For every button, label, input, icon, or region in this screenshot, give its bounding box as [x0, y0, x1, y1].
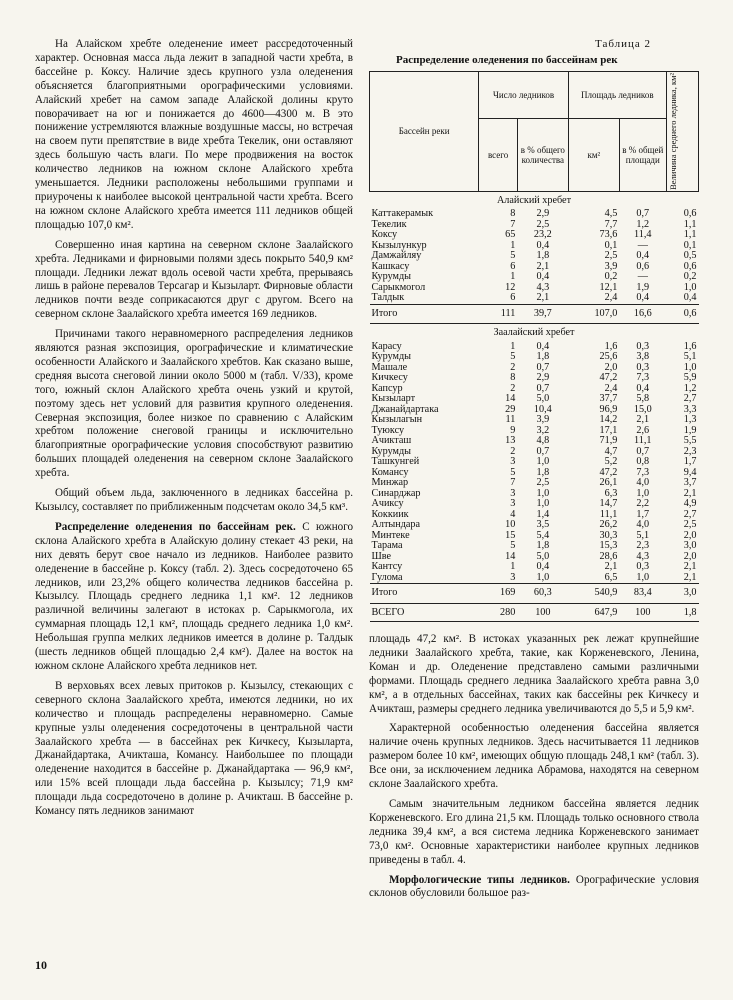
subtotal-row	[370, 584, 699, 604]
cell-value: 14,7	[599, 498, 618, 510]
table-row	[370, 552, 699, 563]
cell-value: 1,8	[666, 603, 698, 622]
cell-value: 3,0	[666, 584, 698, 604]
table-row	[370, 541, 699, 552]
cell-value: 0,3	[636, 561, 650, 573]
table-row	[370, 489, 699, 500]
table-row	[370, 209, 699, 220]
cell-value: 5,0	[536, 550, 550, 562]
cell-value: 6	[510, 292, 516, 304]
cell-value: 1	[510, 561, 516, 573]
cell-basin: Минжар	[371, 477, 409, 489]
cell-value: 1,1	[683, 218, 697, 230]
cell-value: 3,2	[536, 424, 550, 436]
cell-value: 1,9	[683, 424, 697, 436]
cell-value: 1,6	[604, 340, 618, 352]
cell-value: 0,6	[683, 260, 697, 272]
cell-basin: Туюксу	[371, 424, 405, 436]
table-row	[370, 251, 699, 262]
cell-value: 47,2	[599, 466, 618, 478]
cell-basin: Курумды	[371, 351, 412, 363]
paragraph: Общий объем льда, заключенного в ледниках бассейна р. Кызылсу, составляет по приближенным подсчетам около 34,5 км³.	[35, 487, 353, 513]
cell-basin: Джанайдартака	[371, 403, 439, 415]
table-row	[370, 283, 699, 294]
cell-value: 5,1	[683, 351, 697, 363]
table-row	[370, 520, 699, 531]
header-pct-count: в % общего количества	[517, 118, 568, 191]
cell-value: 0,3	[636, 340, 650, 352]
cell-value: 15,0	[633, 403, 652, 415]
paragraph	[369, 874, 699, 902]
cell-value: 71,9	[599, 435, 618, 447]
table-row	[370, 531, 699, 542]
cell-value: 10,4	[533, 403, 552, 415]
cell-value: 2	[510, 361, 516, 373]
cell-value: 5	[510, 466, 516, 478]
cell-value: 2,3	[636, 540, 650, 552]
cell-basin: Комансу	[371, 466, 409, 478]
cell-value: 2,1	[536, 292, 550, 304]
cell-value: 7,7	[604, 218, 618, 230]
cell-value: 1,0	[683, 281, 697, 293]
cell-value: 4,5	[604, 208, 618, 220]
cell-value: 47,2	[599, 372, 618, 384]
cell-value: 1,8	[536, 250, 550, 262]
cell-value: 1,0	[536, 498, 550, 510]
cell-basin: Кашкасу	[371, 260, 410, 272]
cell-value: 0,7	[536, 445, 550, 457]
cell-basin: Коксу	[371, 229, 398, 241]
cell-value: 540,9	[568, 584, 619, 604]
cell-value: 2,5	[604, 250, 618, 262]
cell-value: —	[637, 271, 648, 283]
paragraph: Характерной особенностью оледенения бассейна является наличие очень крупных ледников. Здесь насчитывается 11 ледников размером более 10 км², имеющих общую площадь 248,1 км² (табл. 3). Все они, за исключением ледника Абрамова, находятся на северном склоне Заалайского хребта.	[369, 722, 699, 791]
cell-value: 14	[505, 550, 516, 562]
cell-value: 0,4	[636, 250, 650, 262]
cell-value: 2,3	[683, 445, 697, 457]
cell-basin: Дамжайляу	[371, 250, 422, 262]
cell-value: 3,5	[536, 519, 550, 531]
cell-value: 8	[510, 208, 516, 220]
cell-value: 11,1	[634, 435, 652, 447]
cell-value: 26,2	[599, 519, 618, 531]
cell-basin: Курумды	[371, 271, 412, 283]
table-number: Таблица 2	[595, 38, 652, 50]
cell-value: 100	[619, 603, 666, 622]
paragraph: Самым значительным ледником бассейна является ледник Корженевского. Его длина 21,5 км. Площадь только основного ствола ледника 39,4 км², а вся система ледника Корженевского занимает 73,0 км². Основные характеристики наиболее крупных ледников приведены в табл. 4.	[369, 797, 699, 866]
cell-value: 5	[510, 540, 516, 552]
cell-value: 4,0	[636, 477, 650, 489]
cell-value: 28,6	[599, 550, 618, 562]
cell-basin: Талдык	[371, 292, 405, 304]
header-pct-area: в % общей площади	[619, 118, 666, 191]
cell-value: 0,4	[683, 292, 697, 304]
cell-value: 12,1	[599, 281, 618, 293]
paragraph-text: Орографические условия склонов обусловили большое раз-	[369, 873, 699, 900]
cell-value: 5,9	[683, 372, 697, 384]
table-row	[370, 573, 699, 584]
cell-value: 2,1	[683, 561, 697, 573]
table-row	[370, 499, 699, 510]
cell-value: 3,0	[683, 540, 697, 552]
table-row	[370, 262, 699, 273]
cell-value: 15,3	[599, 540, 618, 552]
cell-value: 1,4	[536, 508, 550, 520]
table-row	[370, 352, 699, 363]
cell-value: 107,0	[568, 304, 619, 324]
cell-value: 3,8	[636, 351, 650, 363]
cell-value: 3,7	[683, 477, 697, 489]
cell-value: 169	[479, 584, 518, 604]
cell-basin: ВСЕГО	[370, 603, 479, 622]
cell-value: 7,3	[636, 466, 650, 478]
cell-value: 29	[505, 403, 516, 415]
subtotal-row	[370, 304, 699, 324]
table-title: Распределение оледенения по бассейнам рек	[396, 54, 618, 66]
cell-value: 83,4	[619, 584, 666, 604]
cell-basin: Каттакерамык	[371, 208, 434, 220]
cell-value: 14,2	[599, 414, 618, 426]
cell-value: 4,9	[683, 498, 697, 510]
cell-value: 1,1	[683, 229, 697, 241]
cell-value: 1,6	[683, 340, 697, 352]
cell-value: 3,9	[536, 414, 550, 426]
cell-value: 0,1	[604, 239, 618, 251]
cell-value: 4,3	[536, 281, 550, 293]
cell-value: 0,8	[636, 456, 650, 468]
cell-value: 1,8	[536, 540, 550, 552]
cell-value: 1,0	[636, 487, 650, 499]
cell-value: 2	[510, 445, 516, 457]
header-km2: км²	[568, 118, 619, 191]
cell-value: 6	[510, 260, 516, 272]
cell-value: 0,6	[636, 260, 650, 272]
cell-basin: Капсур	[371, 382, 403, 394]
cell-value: 1,9	[636, 281, 650, 293]
cell-value: 7	[510, 477, 516, 489]
cell-value: 0,7	[636, 208, 650, 220]
cell-value: 6,3	[604, 487, 618, 499]
cell-basin: Ачикташ	[371, 435, 412, 447]
cell-value: 5,5	[683, 435, 697, 447]
paragraph: На Алайском хребте оледенение имеет рассредоточенный характер. Основная масса льда лежит в западной части хребта, в бассейне р. Коксу. Наличие здесь крупного узла оледенения объясняется благоприятными орографическими условиями. Алайский хребет на самом западе Алайской долины круто поворачивает на юг и понижается до 4600—4300 м. В это понижение устремляются влажные воздушные массы, но встречая на своем пути препятствие в виде хребта Текелик, они оставляют здесь большую часть влаги. По мере продвижения на восток количество ледников на южном склоне Алайского хребта уменьшается. Ледники расположены небольшими группами и приурочены к наиболее высокой центральной части хребта. Всего на южном склоне Алайского хребта имеется 111 ледников общей площадью 107,0 км².	[35, 38, 353, 231]
right-column	[369, 633, 699, 907]
glaciation-table	[369, 71, 699, 622]
table-row	[370, 415, 699, 426]
cell-value: 5,4	[536, 529, 550, 541]
cell-basin: Курумды	[371, 445, 412, 457]
cell-value: 9	[510, 424, 516, 436]
cell-basin: Кызылункур	[371, 239, 427, 251]
cell-value: 2,4	[604, 382, 618, 394]
cell-value: 5,1	[636, 529, 650, 541]
cell-basin: Сарыкмогол	[371, 281, 426, 293]
cell-value: 2,9	[536, 372, 550, 384]
cell-value: 10	[505, 519, 516, 531]
cell-value: 17,1	[599, 424, 618, 436]
cell-value: 2,1	[683, 487, 697, 499]
cell-value: 647,9	[568, 603, 619, 622]
header-avg: Величина среднего ледника, км²	[666, 72, 698, 192]
cell-value: 0,7	[536, 361, 550, 373]
cell-value: 30,3	[599, 529, 618, 541]
cell-value: 0,4	[536, 271, 550, 283]
cell-value: 1,2	[636, 218, 650, 230]
cell-basin: Кызылагын	[371, 414, 423, 426]
table-row	[370, 457, 699, 468]
paragraph: Совершенно иная картина на северном склоне Заалайского хребта. Ледниками и фирновыми полями здесь покрыто 540,9 км² площади. Ледники лежат вдоль осевой части хребта, прерываясь лишь в районе перевалов Терсагар и Кызыларт. Фирновые области ледников почти везде соприкасаются друг с другом. Всего на северном склоне Заалайского хребта имеется 169 ледников.	[35, 238, 353, 321]
cell-value: 0,4	[536, 340, 550, 352]
cell-value: 280	[479, 603, 518, 622]
cell-value: 6,5	[604, 571, 618, 583]
cell-value: 3	[510, 456, 516, 468]
cell-value: 4,8	[536, 435, 550, 447]
cell-value: 16,6	[619, 304, 666, 324]
table-row	[370, 342, 699, 353]
section-row	[370, 191, 699, 209]
cell-value: 0,2	[683, 271, 697, 283]
cell-value: 1,0	[683, 361, 697, 373]
cell-value: 2,2	[636, 498, 650, 510]
cell-basin: Минтеке	[371, 529, 410, 541]
cell-basin: Ачиксу	[371, 498, 404, 510]
cell-value: 3,9	[604, 260, 618, 272]
cell-value: 26,1	[599, 477, 618, 489]
cell-value: 2,7	[683, 393, 697, 405]
cell-basin: Кантсу	[371, 561, 403, 573]
cell-value: 100	[517, 603, 568, 622]
cell-value: 0,4	[636, 292, 650, 304]
cell-value: 11,4	[634, 229, 652, 241]
header-area: Площадь ледников	[568, 72, 666, 119]
table-row	[370, 363, 699, 374]
paragraph: В верховьях всех левых притоков р. Кызылсу, стекающих с северного склона Заалайского хребта, имеются ледники, но их количество и площадь распределены неравномерно. Самые крупные узлы оледенения сосредоточены в центральной части Заалайского хребта — в бассейнах рек Кичкесу, Кызыларта, Джанайдартака, Ачикташа, Комансу. Наибольшее по площади оледенение находится в бассейне р. Джанайдартака — 96,9 км², или 15% всей площади льда бассейна р. Кызылсу; 71,9 км² площади льда сосредоточено в долине р. Ачикташ. В бассейне р. Комансу пять ледников занимают	[35, 679, 353, 818]
cell-value: 37,7	[599, 393, 618, 405]
cell-value: 11	[505, 414, 516, 426]
cell-value: 5,8	[636, 393, 650, 405]
cell-value: 5,2	[604, 456, 618, 468]
cell-value: 4,3	[636, 550, 650, 562]
cell-value: 1	[510, 340, 516, 352]
grand-total-row	[370, 603, 699, 622]
cell-value: 8	[510, 372, 516, 384]
cell-value: 2,5	[536, 477, 550, 489]
cell-value: 0,5	[683, 250, 697, 262]
cell-value: 111	[479, 304, 518, 324]
cell-value: 1,2	[683, 382, 697, 394]
cell-value: —	[637, 239, 648, 251]
section-heading: Морфологические типы ледников.	[389, 873, 570, 886]
cell-value: 2,5	[683, 519, 697, 531]
cell-value: 3	[510, 487, 516, 499]
cell-value: 25,6	[599, 351, 618, 363]
cell-value: 4,7	[604, 445, 618, 457]
cell-value: 1,0	[636, 571, 650, 583]
table-row	[370, 384, 699, 395]
cell-value: 0,2	[604, 271, 618, 283]
header-total: всего	[479, 118, 518, 191]
cell-value: 0,7	[536, 382, 550, 394]
cell-value: 4,0	[636, 519, 650, 531]
cell-value: 1	[510, 239, 516, 251]
cell-value: 1,8	[536, 351, 550, 363]
cell-value: 2,1	[536, 260, 550, 272]
section-row	[370, 324, 699, 342]
cell-value: 5	[510, 250, 516, 262]
cell-basin: Ташкунгей	[371, 456, 420, 468]
section-heading: Распределение оледенения по бассейнам рек.	[55, 520, 296, 533]
cell-value: 7,3	[636, 372, 650, 384]
cell-value: 2,1	[683, 571, 697, 583]
cell-value: 2,5	[536, 218, 550, 230]
cell-value: 0,6	[666, 304, 698, 324]
cell-value: 65	[505, 229, 516, 241]
cell-basin: Кичкесу	[371, 372, 408, 384]
cell-value: 1,7	[636, 508, 650, 520]
cell-value: 2	[510, 382, 516, 394]
paragraph: площадь 47,2 км². В истоках указанных рек лежат крупнейшие ледники Заалайского хребта, такие, как Корженевского, Ленина, Коман и др. Оледенение представлено самыми различными формами. Площадь среднего ледника Заалайского хребта равна 3,0 км², а в отдельных бассейнах, таких как бассейны рек Кичкесу и Ачикташ, размеры среднего ледника увеличиваются до 5,5 и 5,9 км².	[369, 633, 699, 715]
cell-value: 13	[505, 435, 516, 447]
cell-basin: Тарама	[371, 540, 403, 552]
cell-value: 0,4	[536, 239, 550, 251]
cell-value: 0,6	[683, 208, 697, 220]
table-row	[370, 562, 699, 573]
cell-value: 1,7	[683, 456, 697, 468]
cell-basin: Коккиик	[371, 508, 409, 520]
cell-value: 5,0	[536, 393, 550, 405]
cell-value: 5	[510, 351, 516, 363]
cell-value: 1,8	[536, 466, 550, 478]
cell-basin: Гулома	[371, 571, 403, 583]
cell-basin: Машале	[371, 361, 408, 373]
cell-value: 39,7	[517, 304, 568, 324]
table-row	[370, 373, 699, 384]
cell-basin: Синарджар	[371, 487, 421, 499]
cell-basin: Кызыларт	[371, 393, 416, 405]
cell-basin: Шве	[371, 550, 392, 562]
cell-value: 2,9	[536, 208, 550, 220]
cell-value: 4	[510, 508, 516, 520]
cell-value: 96,9	[599, 403, 618, 415]
cell-value: 3	[510, 571, 516, 583]
cell-value: 0,3	[636, 361, 650, 373]
cell-value: 2,0	[604, 361, 618, 373]
cell-value: 3,3	[683, 403, 697, 415]
cell-value: 12	[505, 281, 516, 293]
cell-value: 0,1	[683, 239, 697, 251]
cell-basin: Итого	[370, 584, 479, 604]
cell-value: 11,1	[599, 508, 618, 520]
cell-basin: Текелик	[371, 218, 407, 230]
header-count: Число ледников	[479, 72, 569, 119]
paragraph: Причинами такого неравномерного распределения ледников являются разная экспозиция, орографические и климатические особенности Алайского и Заалайского хребтов. Как сказано выше, средняя высота снеговой линии около 5000 м (табл. V/33), кроме того, южный склон Алайского хребта очень узкий и крутой, поэтому здесь нет условий для развития крупного оледенения. Северная экспозиция, более низкое по сравнению с Алайским хребтом положение снеговой границы и исключительно благоприятные орографические условия способствуют развитию больших площадей оледенения на северном склоне Заалайского хребта.	[35, 328, 353, 480]
cell-value: 1,0	[536, 487, 550, 499]
cell-value: 2,0	[683, 550, 697, 562]
section-title: Заалайский хребет	[493, 327, 575, 339]
cell-value: 0,4	[636, 382, 650, 394]
cell-value: 73,6	[599, 229, 618, 241]
table-row	[370, 468, 699, 479]
left-column	[35, 38, 353, 825]
cell-value: 7	[510, 218, 516, 230]
cell-value: 2,1	[604, 561, 618, 573]
cell-basin: Итого	[370, 304, 479, 324]
table-row	[370, 293, 699, 304]
paragraph-text: С южного склона Алайского хребта в Алайскую долину стекает 43 реки, на них девять берут свое начало из ледников. Наиболее развито оледенение в бассейне р. Коксу (табл. 2). Здесь сосредоточено 65 ледников, или 23,2% общего количества ледников бассейна р. Кызылсу. Площадь среднего ледника 1,1 км². 12 ледников различной величины залегают в истоках р. Сарыкмогола, их суммарная площадь 12,1 км², площадь среднего ледника 1,0 км². Небольшая группа мелких ледников имеется в долине р. Талдык (шесть ледников общей площадью 2,4 км²). Далее на восток на южном склоне Алайского хребта ледников нет.	[35, 520, 353, 672]
cell-value: 1,0	[536, 456, 550, 468]
cell-value: 2,4	[604, 292, 618, 304]
cell-value: 1,0	[536, 571, 550, 583]
cell-value: 2,0	[683, 529, 697, 541]
cell-value: 3	[510, 498, 516, 510]
cell-value: 2,1	[636, 414, 650, 426]
cell-value: 15	[505, 529, 516, 541]
cell-basin: Алтындара	[371, 519, 421, 531]
page-number: 10	[35, 958, 47, 972]
cell-value: 1,3	[683, 414, 697, 426]
cell-value: 0,4	[536, 561, 550, 573]
cell-value: 60,3	[517, 584, 568, 604]
cell-basin: Карасу	[371, 340, 402, 352]
header-basin: Бассейн реки	[370, 72, 479, 192]
cell-value: 23,2	[533, 229, 552, 241]
table-body	[370, 191, 699, 622]
cell-value: 14	[505, 393, 516, 405]
cell-value: 2,7	[683, 508, 697, 520]
cell-value: 2,6	[636, 424, 650, 436]
table-row	[370, 436, 699, 447]
section-title: Алайский хребет	[496, 194, 572, 206]
cell-value: 1	[510, 271, 516, 283]
cell-value: 0,7	[636, 445, 650, 457]
cell-value: 9,4	[683, 466, 697, 478]
paragraph	[35, 521, 353, 674]
